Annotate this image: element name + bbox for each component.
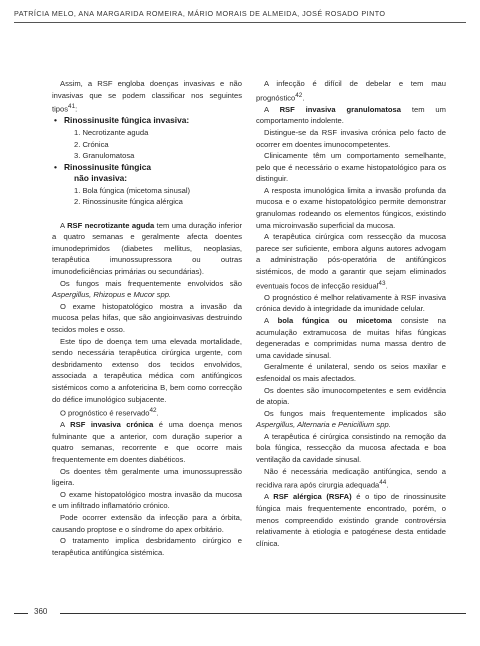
paragraph: Pode ocorrer extensão da infecção para a órbita, causando proptose e o síndrome do apex orbitário. (52, 513, 242, 534)
running-header (14, 9, 466, 18)
header-authors: PATRÍCIA MELO, ANA MARGARIDA ROMEIRA, MÁRIO MORAIS DE ALMEIDA, JOSÉ ROSADO PINTO (14, 9, 386, 18)
left-column (52, 78, 242, 558)
paragraph: A resposta imunológica limita a invasão profunda da mucosa e o exame histopatológico permite demonstrar granulomas rodeando os elementos fúngicos, existindo uma microinvasão superficial da mucosa. (256, 185, 446, 230)
intro-paragraph: Assim, a RSF engloba doenças invasivas e não invasivas que se podem classificar nos seguintes tipos$^{41}$: (52, 79, 242, 114)
footer-dash (14, 613, 28, 614)
paragraph: O tratamento implica desbridamento cirúrgico e terapêutica antifúngica sistémica. (52, 536, 242, 557)
paragraph: A infecção é difícil de debelar e tem mau prognóstico$^{42}$. (256, 79, 446, 103)
noninvasive-heading: • Rinossinusite fúngica (52, 162, 242, 174)
paragraph: O exame histopatológico mostra a invasão da mucosa pelas hifas, que são angioinvasivas destruindo tecidos moles e osso. (52, 301, 242, 334)
paragraph: Distingue-se da RSF invasiva crónica pelo facto de ocorrer em doentes imunocompetentes. (256, 127, 446, 149)
header-rule (14, 22, 466, 23)
paragraph-necrotizing: A RSF necrotizante aguda tem uma duração inferior a quatro semanas e geralmente afecta doentes imunodeprimidos (diabetes mellitus, neoplasias, terapêutica imunossupressora ou outras imunodeficiências primárias ou secundárias). (52, 220, 243, 277)
noninvasive-heading-cont: não invasiva: (74, 173, 128, 184)
paragraph: Este tipo de doença tem uma elevada mortalidade, sendo necessária terapêutica cirúrgica urgente, com desbridamento extenso dos tecidos envolvidos, associada a terapêutica médica com antifúngicos sistémicos como a anfotericina B, bem como correcção do défice imunológico subjacente. (52, 336, 242, 404)
paragraph-fungus-ball: A bola fúngica ou micetoma consiste na acumulação extramucosa de muitas hifas fúngicas degeneradas e comprimidas numa massa dentro de uma cavidade sinusal. (256, 315, 446, 360)
ref-sup: 42 (149, 407, 157, 415)
paragraph-fungi: Os fungos mais frequentemente envolvidos são Aspergillus, Rhizopus e Mucor spp. (52, 278, 242, 300)
footer-rule (60, 613, 466, 614)
paragraph: O prognóstico é melhor relativamente à RSF invasiva crónica devido à integridade da imunidade celular. (256, 292, 446, 314)
invasive-item: 3. Granulomatosa (74, 151, 135, 161)
page-number: 360 (34, 607, 48, 616)
paragraph: Os doentes são imunocompetentes e sem evidência de atopia. (256, 385, 446, 407)
ref-sup: 41 (68, 103, 76, 111)
paragraph: O exame histopatológico mostra invasão da mucosa e um infiltrado inflamatório crónico. (52, 489, 242, 511)
paragraph-prognosis: O prognóstico é reservado$^{42}$. (60, 407, 159, 418)
paragraph-fungi: Os fungos mais frequentemente implicados são Aspergillus, Alternaria e Penicillium spp. (256, 408, 446, 430)
paragraph: Clinicamente têm um comportamento semelhante, pelo que é necessário o exame histopatológico para os distinguir. (256, 151, 446, 184)
noninvasive-item: 1. Bola fúngica (micetoma sinusal) (74, 185, 191, 195)
paragraph: Os doentes têm geralmente uma imunossupressão ligeira. (52, 466, 242, 488)
ref-sup: 42 (295, 91, 303, 99)
paragraph: A terapêutica cirúrgica com ressecção da mucosa parece ser suficiente, embora alguns autores advogam a administração pós-operatória de antifúngicos sistémicos, de modo a garantir que sejam eliminados eventuais focos de infecção residual$^{43}$. (256, 232, 446, 291)
right-column (256, 78, 446, 549)
paragraph-allergic: A RSF alérgica (RSFA) é o tipo de rinossinusite fúngica mais frequentemente encontrado, porém, o menos compreendido existindo grande controvérsia relativamente à etiologia e patogénese desta entidade clínica. (256, 492, 446, 548)
paragraph-granulomatous: A RSF invasiva granulomatosa tem um comportamento indolente. (256, 104, 446, 126)
paragraph: Não é necessária medicação antifúngica, sendo a recidiva rara após cirurgia adequada$^{44}$. (256, 466, 446, 490)
ref-sup: 43 (378, 279, 386, 287)
ref-sup: 44 (379, 479, 387, 487)
invasive-item: 2. Crónica (74, 139, 109, 149)
paragraph-chronic: A RSF invasiva crónica é uma doença menos fulminante que a anterior, com duração superior a quatro semanas, recorrente e que ocorre mais frequentemente em doentes diabéticos. (52, 420, 242, 465)
paragraph: A terapêutica é cirúrgica consistindo na remoção da bola fúngica, ressecção da mucosa afectada e boa ventilação da cavidade sinusal. (256, 431, 446, 465)
paragraph: Geralmente é unilateral, sendo os seios maxilar e esfenoidal os mais afectados. (256, 362, 446, 383)
noninvasive-item: 2. Rinossinusite fúngica alérgica (74, 197, 183, 207)
invasive-heading: • Rinossinusite fúngica invasiva: (52, 115, 242, 127)
invasive-item: 1. Necrotizante aguda (74, 127, 149, 137)
